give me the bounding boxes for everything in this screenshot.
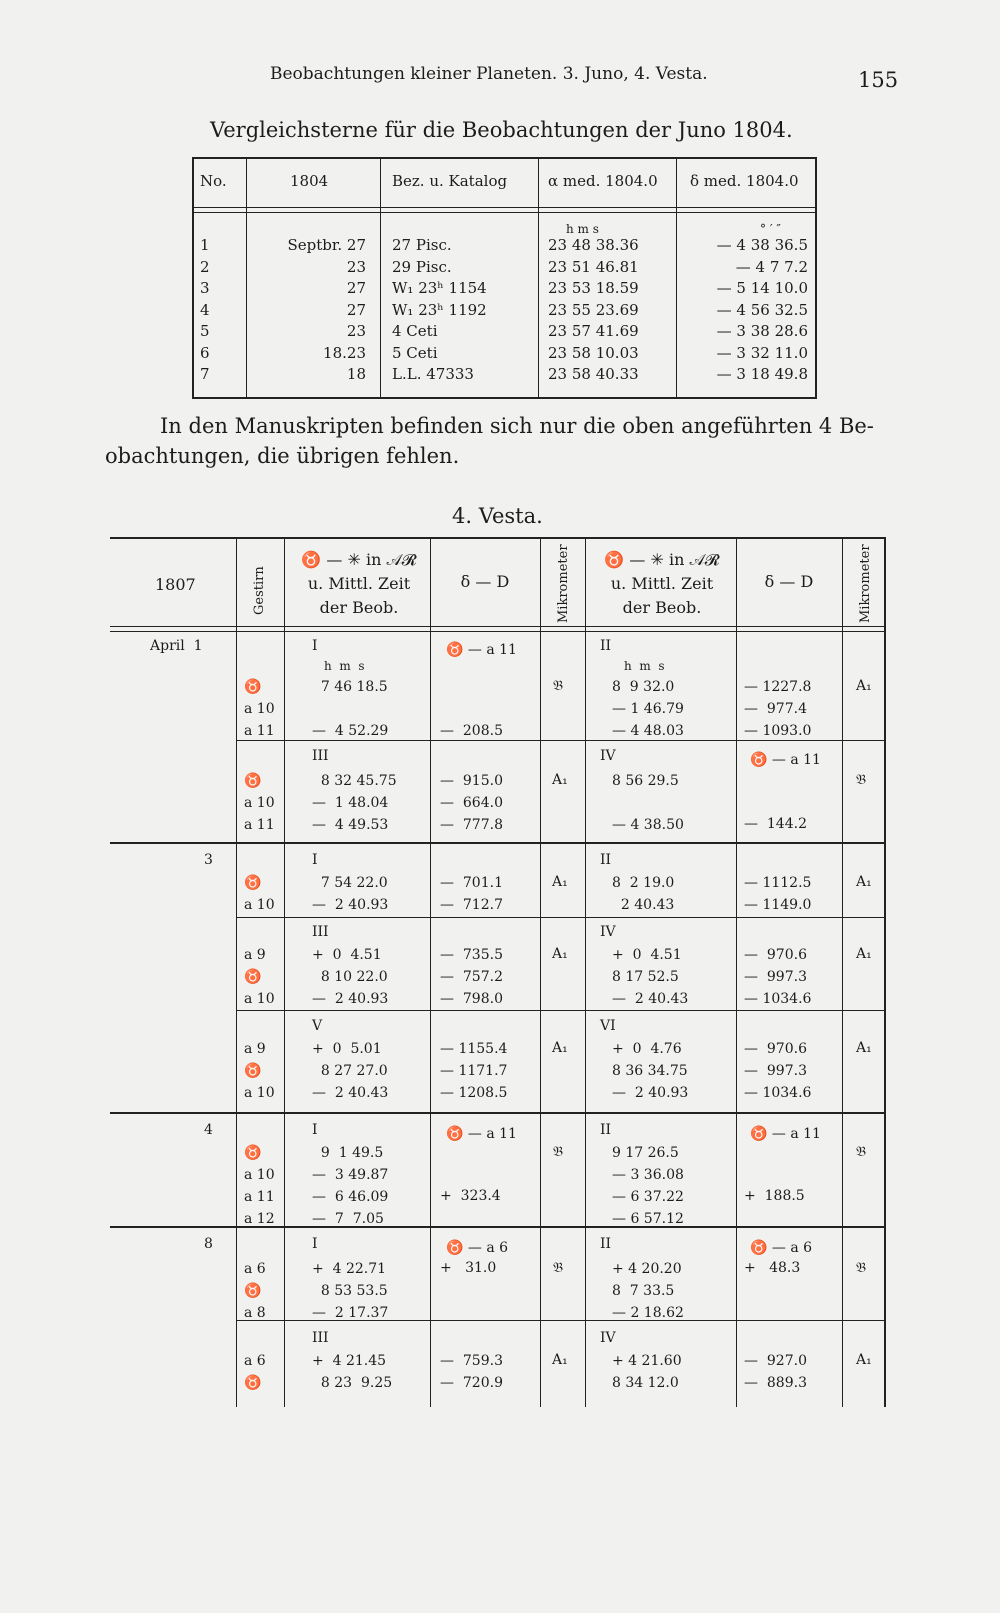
micro-II: A₁ xyxy=(856,678,872,694)
times-8-I: + 4 22.71 8 53 53.5 — 2 17.37 xyxy=(312,1261,389,1321)
juno-cell-cat: 29 Pisc. xyxy=(392,257,452,276)
date-8: 8 xyxy=(204,1236,213,1252)
obs-IV-label: IV xyxy=(600,748,616,764)
col-catalog-header: Bez. u. Katalog xyxy=(392,172,508,190)
delta-header-1: δ — D xyxy=(460,572,510,591)
juno-cell-no: 4 xyxy=(200,300,210,319)
obs-3-III: III xyxy=(312,924,329,940)
obs-8-II: II xyxy=(600,1236,612,1252)
dec-units: ° ′ ″ xyxy=(760,222,781,236)
juno-cell-ra: 23 58 10.03 xyxy=(548,343,639,362)
micro-3-I: A₁ xyxy=(552,874,568,890)
time-header2-line2: u. Mittl. Zeit xyxy=(610,574,714,593)
running-title: Beobachtungen kleiner Planeten. 3. Juno, 4. Vesta. xyxy=(270,64,708,84)
juno-cell-dec: — 3 18 49.8 xyxy=(716,365,808,383)
comp-a11-1: ♉ — a 11 xyxy=(446,642,517,658)
col-dec-header: δ med. 1804.0 xyxy=(690,172,799,190)
obs-4-I: I xyxy=(312,1122,318,1138)
juno-cell-date: 27 xyxy=(346,300,366,319)
juno-cell-cat: L.L. 47333 xyxy=(392,365,474,383)
juno-cell-no: 6 xyxy=(200,343,210,362)
gestirn-col-7: a 6 ♉ a 8 xyxy=(244,1261,266,1321)
gestirn-col-4: a 9 ♉ a 10 xyxy=(244,947,275,1007)
times-III: 8 32 45.75 — 1 48.04 — 4 49.53 xyxy=(312,773,397,833)
micro-3-II: A₁ xyxy=(856,874,872,890)
juno-table xyxy=(192,157,817,399)
ra-units: h m s xyxy=(566,222,599,236)
delta-3-IV: — 970.6 — 997.3 — 1034.6 xyxy=(744,947,812,1007)
juno-cell-dec: — 3 38 28.6 xyxy=(716,322,808,340)
times-II: 8 9 32.0 — 1 46.79 — 4 48.03 xyxy=(612,679,684,739)
delta-3-I: — 701.1 — 712.7 xyxy=(440,875,503,913)
juno-cell-ra: 23 48 38.36 xyxy=(548,236,639,254)
times-4-I: 9 1 49.5 — 3 49.87 — 6 46.09 — 7 7.05 xyxy=(312,1145,389,1227)
comp-8-a6-b: ♉ — a 6 xyxy=(750,1240,813,1256)
micro-8-III: A₁ xyxy=(552,1352,568,1368)
gestirn-header: Gestirn xyxy=(252,566,267,615)
juno-cell-ra: 23 51 46.81 xyxy=(548,257,639,276)
date-3: 3 xyxy=(204,852,213,868)
juno-cell-dec: — 4 7 7.2 xyxy=(735,257,808,276)
obs-III-label: III xyxy=(312,748,329,764)
obs-3-V: V xyxy=(312,1018,323,1034)
delta-3-II: — 1112.5 — 1149.0 xyxy=(744,875,812,913)
obs-3-IV: IV xyxy=(600,924,616,940)
delta-8-IV: — 927.0 — 889.3 xyxy=(744,1353,807,1391)
micro-3-IV: A₁ xyxy=(856,946,872,962)
time-header-2 xyxy=(588,548,736,620)
comp-8-a6: ♉ — a 6 xyxy=(446,1240,509,1256)
col-ra-header: α med. 1804.0 xyxy=(548,172,658,190)
times-8-III: + 4 21.45 8 23 9.25 xyxy=(312,1353,393,1391)
juno-cell-date: 18 xyxy=(346,365,366,383)
time-header2-line1: ♉ — ✳ in 𝒜𝓡 xyxy=(604,550,720,569)
juno-cell-dec: — 3 32 11.0 xyxy=(716,343,808,362)
time-header-line2: u. Mittl. Zeit xyxy=(307,574,411,593)
hms-2: h m s xyxy=(624,659,665,673)
note-line-1: In den Manuskripten befinden sich nur die oben angeführten 4 Be- xyxy=(160,414,874,438)
gestirn-col-2: ♉ a 10 a 11 xyxy=(244,773,275,833)
delta-I: — 208.5 xyxy=(440,723,503,739)
juno-cell-no: 2 xyxy=(200,257,210,276)
juno-cell-ra: 23 57 41.69 xyxy=(548,322,639,340)
time-header-1 xyxy=(288,548,430,620)
delta-3-III: — 735.5 — 757.2 — 798.0 xyxy=(440,947,503,1007)
page-number: 155 xyxy=(858,68,899,92)
time-header-line1: ♉ — ✳ in 𝒜𝓡 xyxy=(301,550,417,569)
juno-cell-no: 7 xyxy=(200,365,210,383)
obs-8-I: I xyxy=(312,1236,318,1252)
micro-8-I: 𝔅 xyxy=(553,1260,564,1276)
times-3-IV: + 0 4.51 8 17 52.5 — 2 40.43 xyxy=(612,947,689,1007)
times-3-I: 7 54 22.0 — 2 40.93 xyxy=(312,875,389,913)
micrometer-header-2: Mikrometer xyxy=(858,544,873,623)
delta-8-I: + 31.0 xyxy=(440,1260,497,1276)
times-8-II: + 4 20.20 8 7 33.5 — 2 18.62 xyxy=(612,1261,684,1321)
obs-8-III: III xyxy=(312,1330,329,1346)
micro-8-IV: A₁ xyxy=(856,1352,872,1368)
note-line-2: obachtungen, die übrigen fehlen. xyxy=(105,444,460,468)
comp-4-a11: ♉ — a 11 xyxy=(446,1126,517,1142)
obs-4-II: II xyxy=(600,1122,612,1138)
delta-II: — 1227.8 — 977.4 — 1093.0 xyxy=(744,679,812,739)
delta-4-II: + 188.5 xyxy=(744,1188,805,1204)
date-4: 4 xyxy=(204,1122,213,1138)
delta-3-VI: — 970.6 — 997.3 — 1034.6 xyxy=(744,1041,812,1101)
vesta-title: 4. Vesta. xyxy=(452,504,543,528)
hms-1: h m s xyxy=(324,659,365,673)
date-april-1: April 1 xyxy=(150,638,203,654)
juno-cell-dec: — 5 14 10.0 xyxy=(716,279,808,297)
delta-8-II: + 48.3 xyxy=(744,1260,801,1276)
juno-cell-ra: 23 53 18.59 xyxy=(548,279,639,297)
times-3-II: 8 2 19.0 2 40.43 xyxy=(612,875,675,913)
micro-3-VI: A₁ xyxy=(856,1040,872,1056)
micro-3-V: A₁ xyxy=(552,1040,568,1056)
juno-table-title: Vergleichsterne für die Beobachtungen der Juno 1804. xyxy=(210,118,793,142)
col-no-header: No. xyxy=(200,172,227,190)
comp-4-a11-b: ♉ — a 11 xyxy=(750,1126,821,1142)
delta-III: — 915.0 — 664.0 — 777.8 xyxy=(440,773,503,833)
juno-cell-date: 27 xyxy=(346,279,366,297)
time-header-line3: der Beob. xyxy=(319,598,399,617)
times-3-V: + 0 5.01 8 27 27.0 — 2 40.43 xyxy=(312,1041,389,1101)
comp-a11-2: ♉ — a 11 xyxy=(750,752,821,768)
times-3-VI: + 0 4.76 8 36 34.75 — 2 40.93 xyxy=(612,1041,689,1101)
juno-cell-ra: 23 58 40.33 xyxy=(548,365,639,383)
micro-I: 𝔅 xyxy=(553,678,564,694)
juno-cell-dec: — 4 38 36.5 xyxy=(716,236,808,254)
juno-cell-no: 1 xyxy=(200,236,210,254)
juno-cell-cat: 27 Pisc. xyxy=(392,236,452,254)
juno-cell-date: Septbr. 27 xyxy=(287,236,366,254)
juno-cell-cat: W₁ 23ʰ 1192 xyxy=(392,300,487,319)
juno-cell-no: 5 xyxy=(200,322,210,340)
micro-III: A₁ xyxy=(552,772,568,788)
delta-8-III: — 759.3 — 720.9 xyxy=(440,1353,503,1391)
micro-3-III: A₁ xyxy=(552,946,568,962)
obs-8-IV: IV xyxy=(600,1330,616,1346)
col-year-header: 1804 xyxy=(290,172,329,190)
gestirn-col-8: a 6 ♉ xyxy=(244,1353,266,1391)
gestirn-col-5: a 9 ♉ a 10 xyxy=(244,1041,275,1101)
juno-cell-date: 23 xyxy=(346,322,366,340)
obs-3-I: I xyxy=(312,852,318,868)
micro-4-II: 𝔅 xyxy=(856,1144,867,1160)
times-I: 7 46 18.5 — 4 52.29 xyxy=(312,679,389,739)
micro-IV: 𝔅 xyxy=(856,772,867,788)
obs-I-label: I xyxy=(312,638,318,654)
juno-cell-cat: W₁ 23ʰ 1154 xyxy=(392,279,487,297)
juno-cell-date: 23 xyxy=(346,257,366,276)
times-IV: 8 56 29.5 — 4 38.50 xyxy=(612,773,684,833)
micro-8-II: 𝔅 xyxy=(856,1260,867,1276)
gestirn-col-1: ♉ a 10 a 11 xyxy=(244,679,275,739)
juno-cell-cat: 4 Ceti xyxy=(392,322,438,340)
times-8-IV: + 4 21.60 8 34 12.0 xyxy=(612,1353,682,1391)
juno-cell-ra: 23 55 23.69 xyxy=(548,300,639,319)
juno-cell-date: 18.23 xyxy=(323,343,366,362)
gestirn-col-6: ♉ a 10 a 11 a 12 xyxy=(244,1145,275,1227)
delta-3-V: — 1155.4 — 1171.7 — 1208.5 xyxy=(440,1041,508,1101)
delta-IV: — 144.2 xyxy=(744,816,807,832)
times-3-III: + 0 4.51 8 10 22.0 — 2 40.93 xyxy=(312,947,389,1007)
gestirn-col-3: ♉ a 10 xyxy=(244,875,275,913)
juno-cell-dec: — 4 56 32.5 xyxy=(716,300,808,319)
obs-3-VI: VI xyxy=(600,1018,616,1034)
juno-cell-cat: 5 Ceti xyxy=(392,343,438,362)
time-header2-line3: der Beob. xyxy=(622,598,702,617)
vesta-year-header: 1807 xyxy=(155,575,196,594)
micrometer-header-1: Mikrometer xyxy=(556,544,571,623)
times-4-II: 9 17 26.5 — 3 36.08 — 6 37.22 — 6 57.12 xyxy=(612,1145,684,1227)
obs-II-label: II xyxy=(600,638,612,654)
micro-4-I: 𝔅 xyxy=(553,1144,564,1160)
delta-header-2: δ — D xyxy=(764,572,814,591)
juno-cell-no: 3 xyxy=(200,279,210,297)
delta-4-I: + 323.4 xyxy=(440,1188,501,1204)
obs-3-II: II xyxy=(600,852,612,868)
